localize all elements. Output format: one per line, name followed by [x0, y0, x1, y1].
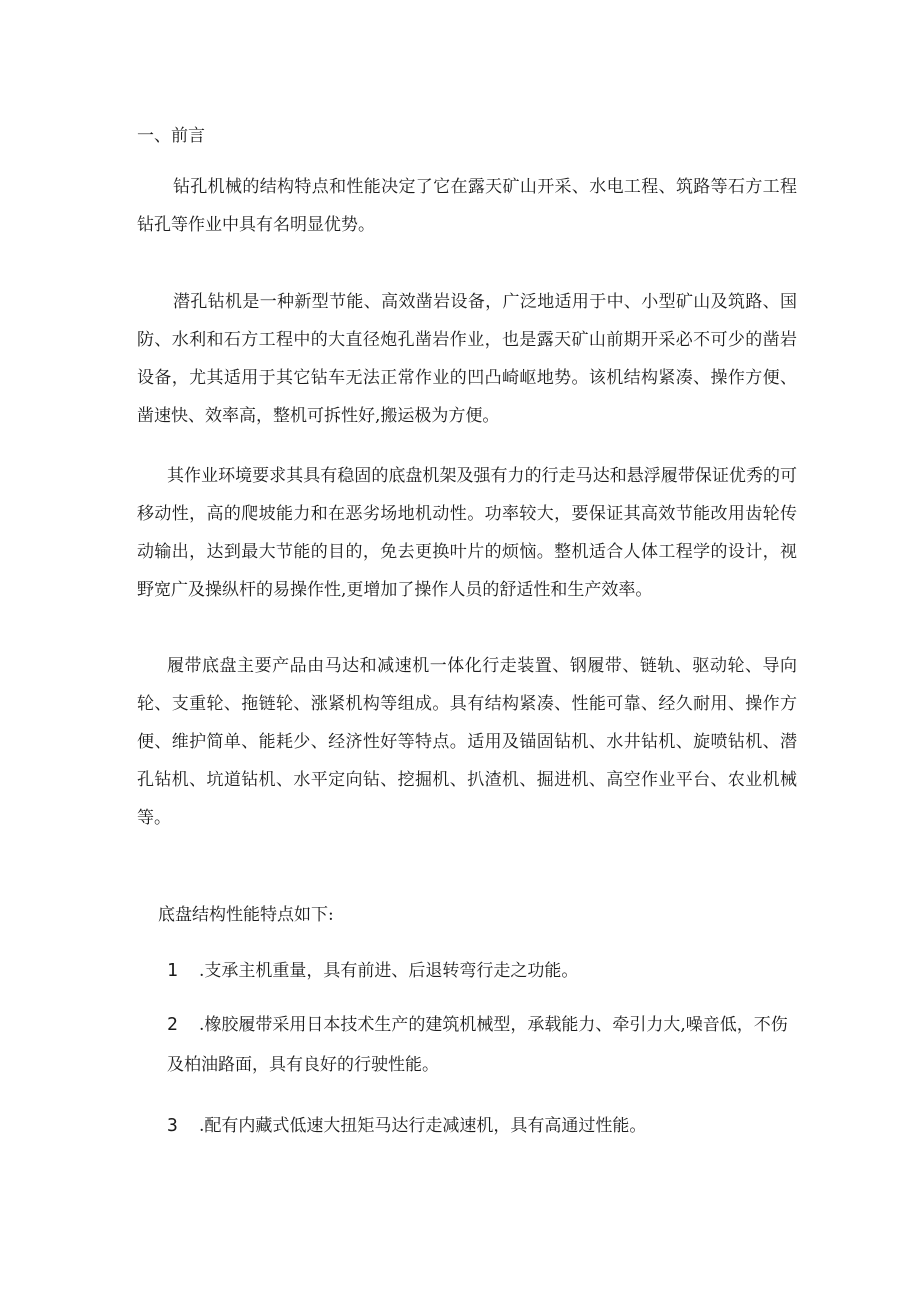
list-item-number: 2: [167, 1014, 178, 1035]
list-intro: 底盘结构性能特点如下:: [158, 905, 334, 925]
list-item-1: [137, 951, 797, 991]
list-item-text: .配有内藏式低速大扭矩马达行走减速机，具有高通过性能。: [199, 1116, 647, 1136]
list-item-2: [137, 1005, 797, 1085]
paragraph-crawler-chassis: 履带底盘主要产品由马达和减速机一体化行走装置、钢履带、链轨、驱动轮、导向轮、支重轮、拖链轮、涨紧机构等组成。具有结构紧凑、性能可靠、经久耐用、操作方便、维护简单、能耗少、经济性好等特点。适用及锚固钻机、水井钻机、旋喷钻机、潜孔钻机、坑道钻机、水平定向钻、挖掘机、扒渣机、掘进机、高空作业平台、农业机械等。: [137, 656, 797, 828]
paragraph-working-environment: 其作业环境要求其具有稳固的底盘机架及强有力的行走马达和悬浮履带保证优秀的可移动性，高的爬坡能力和在恶劣场地机动性。功率较大，要保证其高效节能改用齿轮传动输出，达到最大节能的目的，免去更换叶片的烦恼。整机适合人体工程学的设计，视野宽广及操纵杆的易操作性,更增加了操作人员的舒适性和生产效率。: [137, 466, 797, 600]
list-item-3: [137, 1106, 797, 1146]
list-item-number: 1: [167, 960, 178, 981]
paragraph-dth-drill: 潜孔钻机是一种新型节能、高效凿岩设备，广泛地适用于中、小型矿山及筑路、国防、水利和石方工程中的大直径炮孔凿岩作业，也是露天矿山前期开采必不可少的凿岩设备，尤其适用于其它钻车无法正常作业的凹凸崎岖地势。该机结构紧凑、操作方便、凿速快、效率高，整机可拆性好,搬运极为方便。: [137, 292, 797, 426]
list-item-text: .橡胶履带采用日本技术生产的建筑机械型，承载能力、牵引力大,噪音低，不伤: [199, 1015, 788, 1035]
paragraph-drilling-machinery: 钻孔机械的结构特点和性能决定了它在露天矿山开采、水电工程、筑路等石方工程钻孔等作业中具有名明显优势。: [137, 177, 797, 235]
list-item-number: 3: [167, 1115, 178, 1136]
list-item-continuation: 及柏油路面，具有良好的行驶性能。: [167, 1055, 439, 1075]
section-heading: 一、前言: [137, 126, 205, 146]
list-item-text: .支承主机重量，具有前进、后退转弯行走之功能。: [199, 961, 579, 981]
